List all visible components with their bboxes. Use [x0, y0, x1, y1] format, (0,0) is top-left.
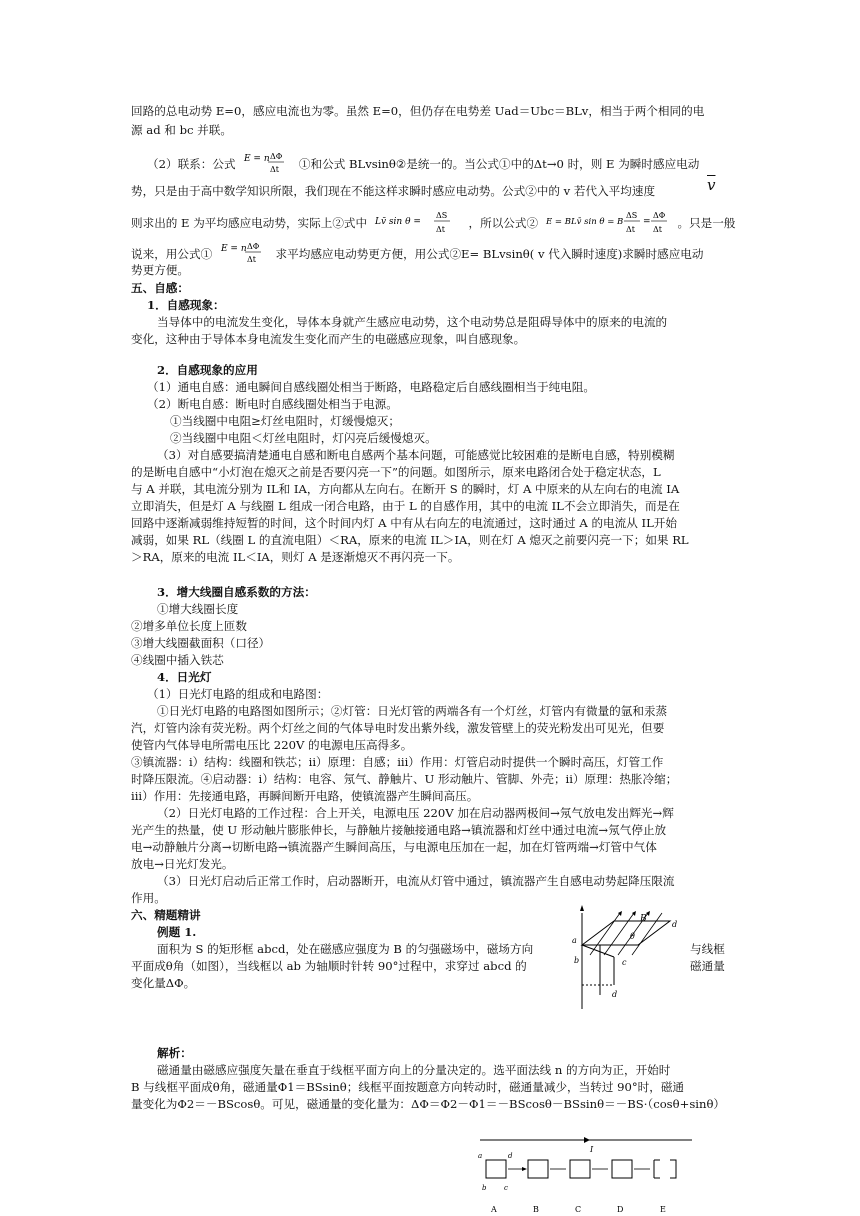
text-line: 回路的总电动势 E=0，感应电流也为零。虽然 E=0，但仍存在电势差 Uad＝Ubc＝BLv，相当于两个相同的电: [131, 104, 705, 118]
text-line: 与 A 并联，其电流分别为 IL和 IA，方向都从左向右。在断开 S 的瞬时，灯 A 中原来的从左向右的电流 IA: [131, 482, 680, 496]
label-a: a: [478, 1152, 483, 1160]
text-line: 变化量ΔΦ。: [131, 976, 196, 990]
label-a: a: [572, 936, 577, 945]
text-line: 源 ad 和 bc 并联。: [131, 123, 232, 137]
formula-text: Δt: [435, 225, 445, 234]
list-item: ③增大线圈截面积（口径）: [131, 636, 271, 650]
text-line: 平面成θ角（如图），当线框以 ab 为轴顺时针转 90°过程中，求穿过 abcd 的: [131, 959, 527, 973]
formula-emf: [242, 151, 292, 179]
formula-text: ΔΦ: [652, 211, 666, 220]
text-span: ①和公式 BLvsinθ②是统一的。当公式①中的Δt→0 时，则 E 为瞬时感应电动: [298, 157, 700, 171]
text-span: 则求出的 E 为平均感应电动势，实际上②式中: [131, 216, 368, 230]
text-line: [131, 210, 736, 238]
text-line: （1）日光灯电路的组成和电路图：: [147, 687, 329, 701]
label-b: b: [482, 1184, 487, 1192]
formula-text: ΔS: [625, 211, 638, 220]
v-bar: $\overline{v}$: [707, 176, 716, 194]
frame-label-C: C: [575, 1205, 582, 1214]
frame-label-D: D: [617, 1205, 624, 1214]
formula-text: Δt: [246, 255, 256, 264]
list-item: ④线圈中插入铁芯: [131, 653, 224, 667]
list-item: ①增大线圈长度: [157, 602, 239, 616]
label-d: d: [672, 920, 678, 929]
label-b: b: [574, 956, 580, 965]
label-I: I: [590, 1145, 594, 1154]
text-line: ①日光灯电路的电路图如图所示；②灯管：日光灯管的两端各有一个灯丝，灯管内有微量的氩和汞蒸: [157, 704, 668, 718]
text-line: ＞RA，原来的电流 IL＜IA，则灯 A 是逐渐熄灭不再闪亮一下。: [131, 550, 460, 564]
text-span: 求平均感应电动势更方便，用公式②E= BLvsinθ( v 代入瞬时速度)求瞬时感应电动: [275, 247, 704, 261]
frame-label-B: B: [533, 1205, 539, 1214]
text-line: （2）断电自感：断电时自感线圈处相当于电源。: [147, 397, 398, 411]
text-span: 势，只是由于高中数学知识所限，我们现在不能这样求瞬时感应电动势。公式②中的 v 若代入平均速度: [131, 184, 656, 198]
formula-text: ΔΦ: [270, 152, 283, 161]
text-line: 回路中逐渐减弱维持短暂的时间，这个时间内灯 A 中有从右向左的电流通过，这时通过 A 的电流从 IL开始: [131, 516, 677, 530]
text-span: （2）联系：公式: [147, 157, 236, 171]
section-heading: 五、自感：: [131, 281, 189, 295]
subsection-heading: 3．增大线圈自感系数的方法：: [157, 585, 316, 599]
formula-text: =: [642, 217, 651, 227]
formula-text: E = n: [220, 244, 247, 254]
formula-text: Δt: [270, 165, 280, 174]
text-line: [147, 151, 747, 179]
frame-label-E: E: [660, 1205, 666, 1214]
text-line: 当导体中的电流发生变化，导体本身就产生感应电动势，这个电动势总是阻碍导体中的原来的电流的: [157, 315, 668, 329]
frame-e-box: [654, 1160, 676, 1178]
label-c: c: [504, 1184, 508, 1192]
subsection-heading: 1．自感现象：: [147, 298, 225, 312]
text-line: 磁通量: [690, 959, 725, 973]
subsection-heading: 2．自感现象的应用: [157, 363, 258, 377]
text-line: （1）通电自感：通电瞬间自感线圈处相当于断路，电路稳定后自感线圈相当于纯电阻。: [147, 380, 595, 394]
list-item: ②增多单位长度上匝数: [131, 619, 247, 633]
text-span: 说来，用公式①: [131, 247, 213, 261]
text-line: 磁通量由磁感应强度矢量在垂直于线框平面方向上的分量决定的。选平面法线 n 的方向为正，开始时: [157, 1063, 671, 1077]
formula-text: ΔΦ: [246, 242, 260, 251]
text-line: ①当线圈中电阻≥灯丝电阻时，灯缓慢熄灭；: [170, 414, 400, 428]
frame-a-box: [486, 1160, 506, 1178]
section-heading: 六、精题精讲: [131, 908, 201, 922]
text-line: （3）对自感要搞清楚通电自感和断电自感两个基本问题，可能感觉比较困难的是断电自感，特别模糊: [157, 448, 675, 462]
example-heading: 例题 1.: [157, 925, 197, 939]
text-line: ②当线圈中电阻＜灯丝电阻时，灯闪亮后缓慢熄灭。: [170, 431, 437, 445]
formula-text: E = n: [244, 154, 270, 164]
label-d-prime: d: [612, 990, 618, 999]
label-B: B: [640, 914, 647, 924]
text-line: B 与线框平面成θ角，磁通量Φ1＝BSsinθ；线框平面按题意方向转动时，磁通量减少，当转过 90°时，磁通: [131, 1080, 685, 1094]
label-c: c: [622, 958, 627, 967]
label-theta: θ: [630, 932, 635, 941]
solution-heading: 解析：: [157, 1046, 192, 1060]
frames-figure: [472, 1132, 700, 1216]
text-line: [131, 176, 731, 200]
text-line: （3）日光灯启动后正常工作时，启动器断开，电流从灯管中通过，镇流器产生自感电动势起降压限流: [157, 874, 675, 888]
text-line: 变化，这种由于导体本身电流发生变化而产生的电磁感应现象，叫自感现象。: [131, 332, 526, 346]
frame-d-box: [612, 1160, 632, 1178]
text-line: iii）作用：先接通电路，再瞬间断开电路，使镇流器产生瞬间高压。: [131, 789, 479, 803]
frame-label-A: A: [491, 1205, 497, 1214]
text-line: 面积为 S 的矩形框 abcd，处在磁感应强度为 B 的匀强磁场中，磁场方向: [157, 942, 534, 956]
text-line: 立即消失，但是灯 A 与线圈 L 组成一闭合电路，由于 L 的自感作用，其中的电流 IL不会立即消失，而是在: [131, 499, 680, 513]
formula-text: Δt: [625, 225, 635, 234]
frame-rotation-figure: [570, 905, 680, 1015]
text-line: 光产生的热量，使 U 形动触片膨胀伸长，与静触片接触接通电路→镇流器和灯丝中通过电流→氖气停止放: [131, 823, 667, 837]
formula-lvsin: [374, 210, 462, 238]
formula-text: ΔS: [435, 211, 448, 220]
text-line: 减弱，如果 RL（线圈 L 的直流电阻）＜RA，原来的电流 IL＞IA，则在灯 A 熄灭之前要闪亮一下；如果 RL: [131, 533, 689, 547]
label-d: d: [508, 1152, 513, 1160]
text-line: 与线框: [690, 942, 725, 956]
frame-c-box: [570, 1160, 590, 1178]
text-line: 的是断电自感中“小灯泡在熄灭之前是否要闪亮一下”的问题。如图所示，原来电路闭合处于稳定状态，L: [131, 465, 661, 479]
text-line: 电→动静触片分离→切断电路→镇流器产生瞬间高压，与电源电压加在一起，加在灯管两端→灯管中气体: [131, 840, 657, 854]
text-line: 汽，灯管内涂有荧光粉。两个灯丝之间的气体导电时发出紫外线，激发管壁上的荧光粉发出可见光，但要: [131, 721, 665, 735]
text-line: 量变化为Φ2＝－BScosθ。可见，磁通量的变化量为：ΔΦ＝Φ2－Φ1＝－BScosθ－BSsinθ＝－BS·（cosθ+sinθ）: [131, 1097, 726, 1111]
formula-bl: [545, 210, 671, 238]
text-span: 。只是一般: [677, 216, 736, 230]
text-line: 势更方便。: [131, 263, 189, 277]
text-line: （2）日光灯电路的工作过程：合上开关，电源电压 220V 加在启动器两极间→氖气放电发出辉光→辉: [157, 806, 674, 820]
text-line: 放电→日光灯发光。: [131, 857, 234, 871]
frame-b-box: [528, 1160, 548, 1178]
formula-text: Lv̄ sin θ =: [374, 217, 421, 227]
formula-text: E = BLv̄ sin θ = B: [545, 217, 624, 227]
text-line: 作用。: [131, 891, 166, 905]
subsection-heading: 4．日光灯: [157, 670, 212, 684]
text-line: 使管内气体导电所需电压比 220V 的电源电压高得多。: [131, 738, 413, 752]
text-line: ③镇流器：i）结构：线圈和铁芯；ii）原理：自感；iii）作用：灯管启动时提供一个瞬时高压，灯管工作: [131, 755, 664, 769]
text-span: ，所以公式②: [468, 216, 539, 230]
text-line: 时降压限流。④启动器：i）结构：电容、氖气、静触片、U 形动触片、管脚、外壳；ii）原理：热胀冷缩；: [131, 772, 678, 786]
formula-text: Δt: [652, 225, 662, 234]
